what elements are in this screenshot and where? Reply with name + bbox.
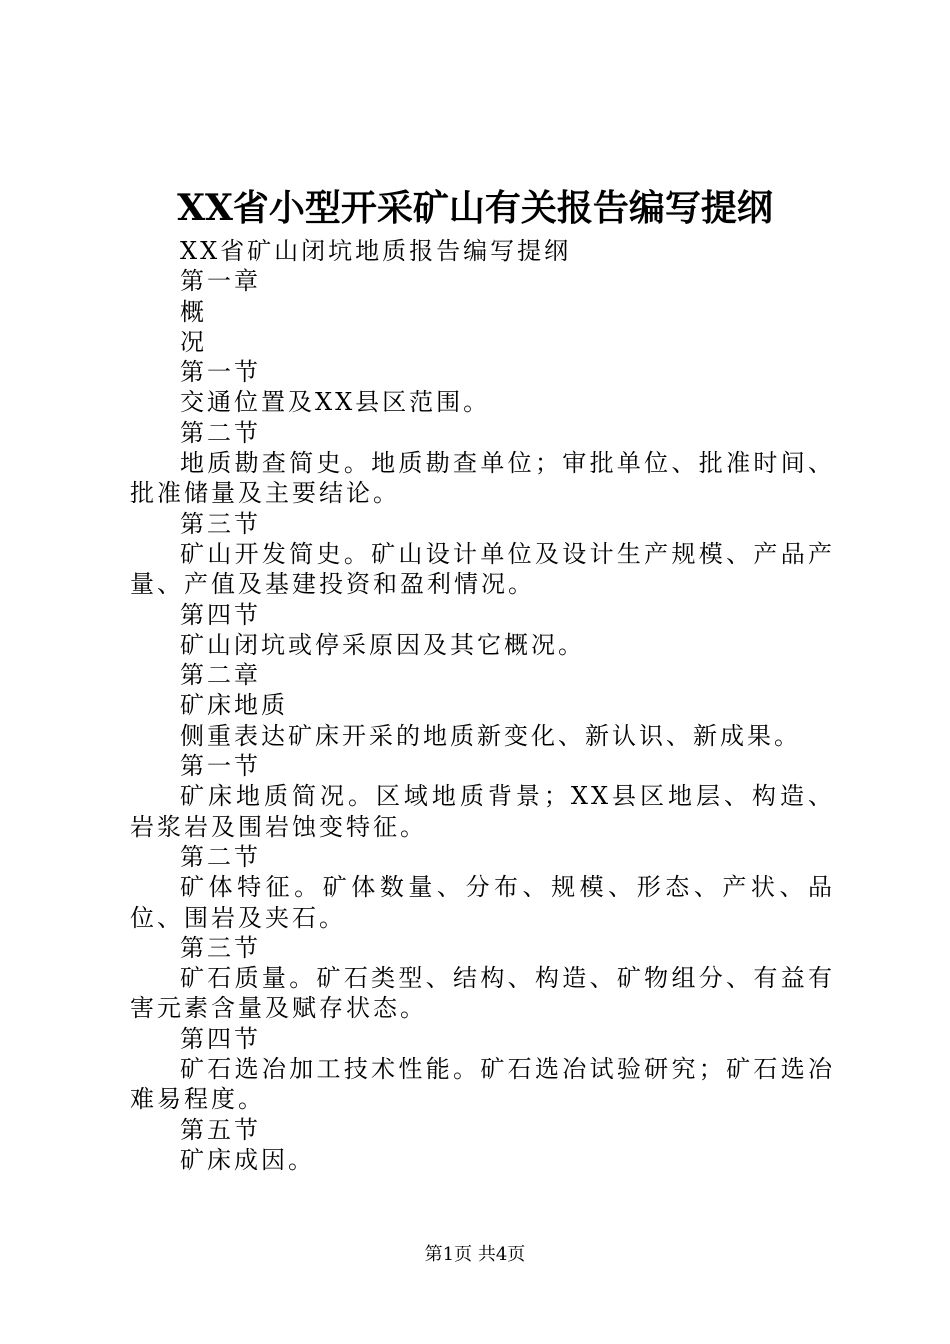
paragraph: 矿山闭坑或停采原因及其它概况。 xyxy=(180,630,585,659)
paragraph: 矿体特征。矿体数量、分布、规模、形态、产状、品位、围岩及夹石。 xyxy=(130,873,835,932)
section-heading: 第三节 xyxy=(180,509,261,538)
paragraph: 交通位置及XX县区范围。 xyxy=(180,388,491,417)
section-heading: 第一节 xyxy=(180,358,261,387)
section-heading: 第二节 xyxy=(180,418,261,447)
paragraph: 侧重表达矿床开采的地质新变化、新认识、新成果。 xyxy=(180,721,801,750)
paragraph: 矿床地质简况。区域地质背景；XX县区地层、构造、岩浆岩及围岩蚀变特征。 xyxy=(130,782,835,841)
paragraph: 矿山开发简史。矿山设计单位及设计生产规模、产品产量、产值及基建投资和盈利情况。 xyxy=(130,539,835,599)
section-heading: 第五节 xyxy=(180,1115,261,1144)
paragraph: 矿石选冶加工技术性能。矿石选冶试验研究；矿石选冶难易程度。 xyxy=(130,1055,835,1114)
paragraph: 地质勘查简史。地质勘查单位；审批单位、批准时间、批准储量及主要结论。 xyxy=(130,449,835,508)
section-heading: 第四节 xyxy=(180,600,261,629)
chapter-title-part: 概 xyxy=(180,297,207,326)
paragraph: 矿石质量。矿石类型、结构、构造、矿物组分、有益有害元素含量及赋存状态。 xyxy=(130,964,835,1023)
section-heading: 第二节 xyxy=(180,842,261,871)
chapter-title: 矿床地质 xyxy=(180,691,288,720)
page-footer: 第1页 共4页 xyxy=(424,1244,526,1265)
chapter-heading: 第一章 xyxy=(180,267,261,296)
chapter-title-part: 况 xyxy=(180,327,207,356)
document-title: XX省小型开采矿山有关报告编写提纲 xyxy=(177,187,773,229)
document-body xyxy=(130,236,835,1175)
section-heading: 第三节 xyxy=(180,933,261,962)
chapter-heading: 第二章 xyxy=(180,661,261,690)
paragraph: XX省矿山闭坑地质报告编写提纲 xyxy=(180,237,572,265)
section-heading: 第四节 xyxy=(180,1024,261,1053)
section-heading: 第一节 xyxy=(180,752,261,781)
paragraph: 矿床成因。 xyxy=(180,1145,315,1174)
